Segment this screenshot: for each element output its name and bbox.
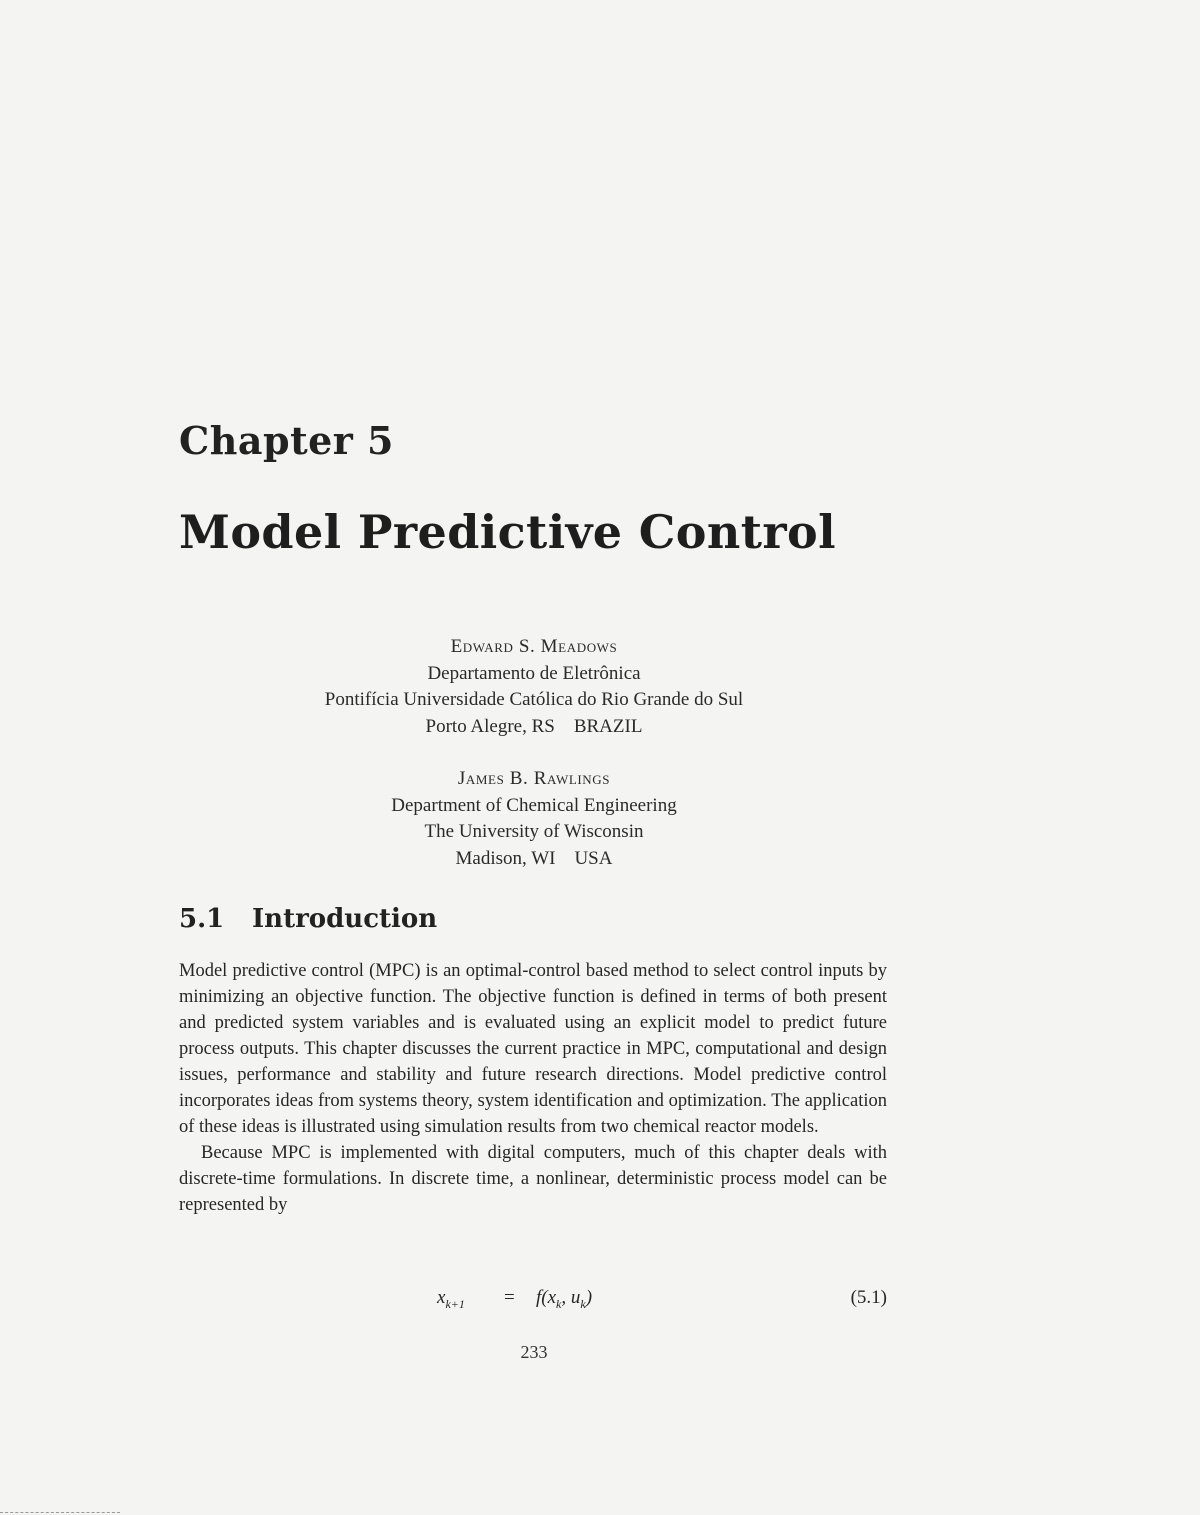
equation-5-1 (179, 1287, 887, 1317)
author-name: Edward S. Meadows (450, 636, 618, 657)
author-affiliation-line: Department of Chemical Engineering (391, 794, 677, 816)
paragraph: Because MPC is implemented with digital computers, much of this chapter deals with discrete-time formulations. In discrete time, a nonlinear, deterministic process model can be represented by (179, 1143, 887, 1215)
section-heading (179, 904, 437, 934)
equation-lhs: $x_{k+1}$ (437, 1287, 465, 1311)
paragraph: Model predictive control (MPC) is an optimal-control based method to select control inputs by minimizing an objective function. The objective function is defined in terms of both present and predicted system variables and is evaluated using an explicit model to predict future process outputs. This chapter discusses the current practice in MPC, computational and design issues, performance and stability and future research directions. Model predictive control incorporates ideas from systems theory, system identification and optimization. The application of these ideas is illustrated using simulation results from two chemical reactor models. (179, 961, 887, 1137)
section-number: 5.1 (179, 904, 225, 934)
scan-border-mark (0, 1512, 120, 1513)
page-number: 233 (520, 1342, 548, 1362)
chapter-title: Model Predictive Control (179, 505, 836, 559)
author-name: James B. Rawlings (457, 768, 611, 789)
author-affiliation-line: The University of Wisconsin (424, 821, 644, 842)
author-affiliation-line: Porto Alegre, RS BRAZIL (425, 715, 643, 737)
equation-rhs: $f(x_k$, $u_k$) (536, 1287, 593, 1311)
author-block-1 (180, 634, 888, 740)
section-title: Introduction (252, 904, 438, 934)
author-affiliation-line: Madison, WI USA (455, 847, 613, 869)
body-text (179, 958, 887, 1218)
author-affiliation-line: Pontifícia Universidade Católica do Rio Grande do Sul (324, 689, 744, 710)
author-affiliation-line: Departamento de Eletrônica (427, 662, 641, 684)
chapter-label: Chapter 5 (179, 418, 394, 463)
equation-relation: = (504, 1287, 515, 1308)
author-block-2 (180, 766, 888, 872)
equation-number: (5.1) (850, 1287, 887, 1308)
